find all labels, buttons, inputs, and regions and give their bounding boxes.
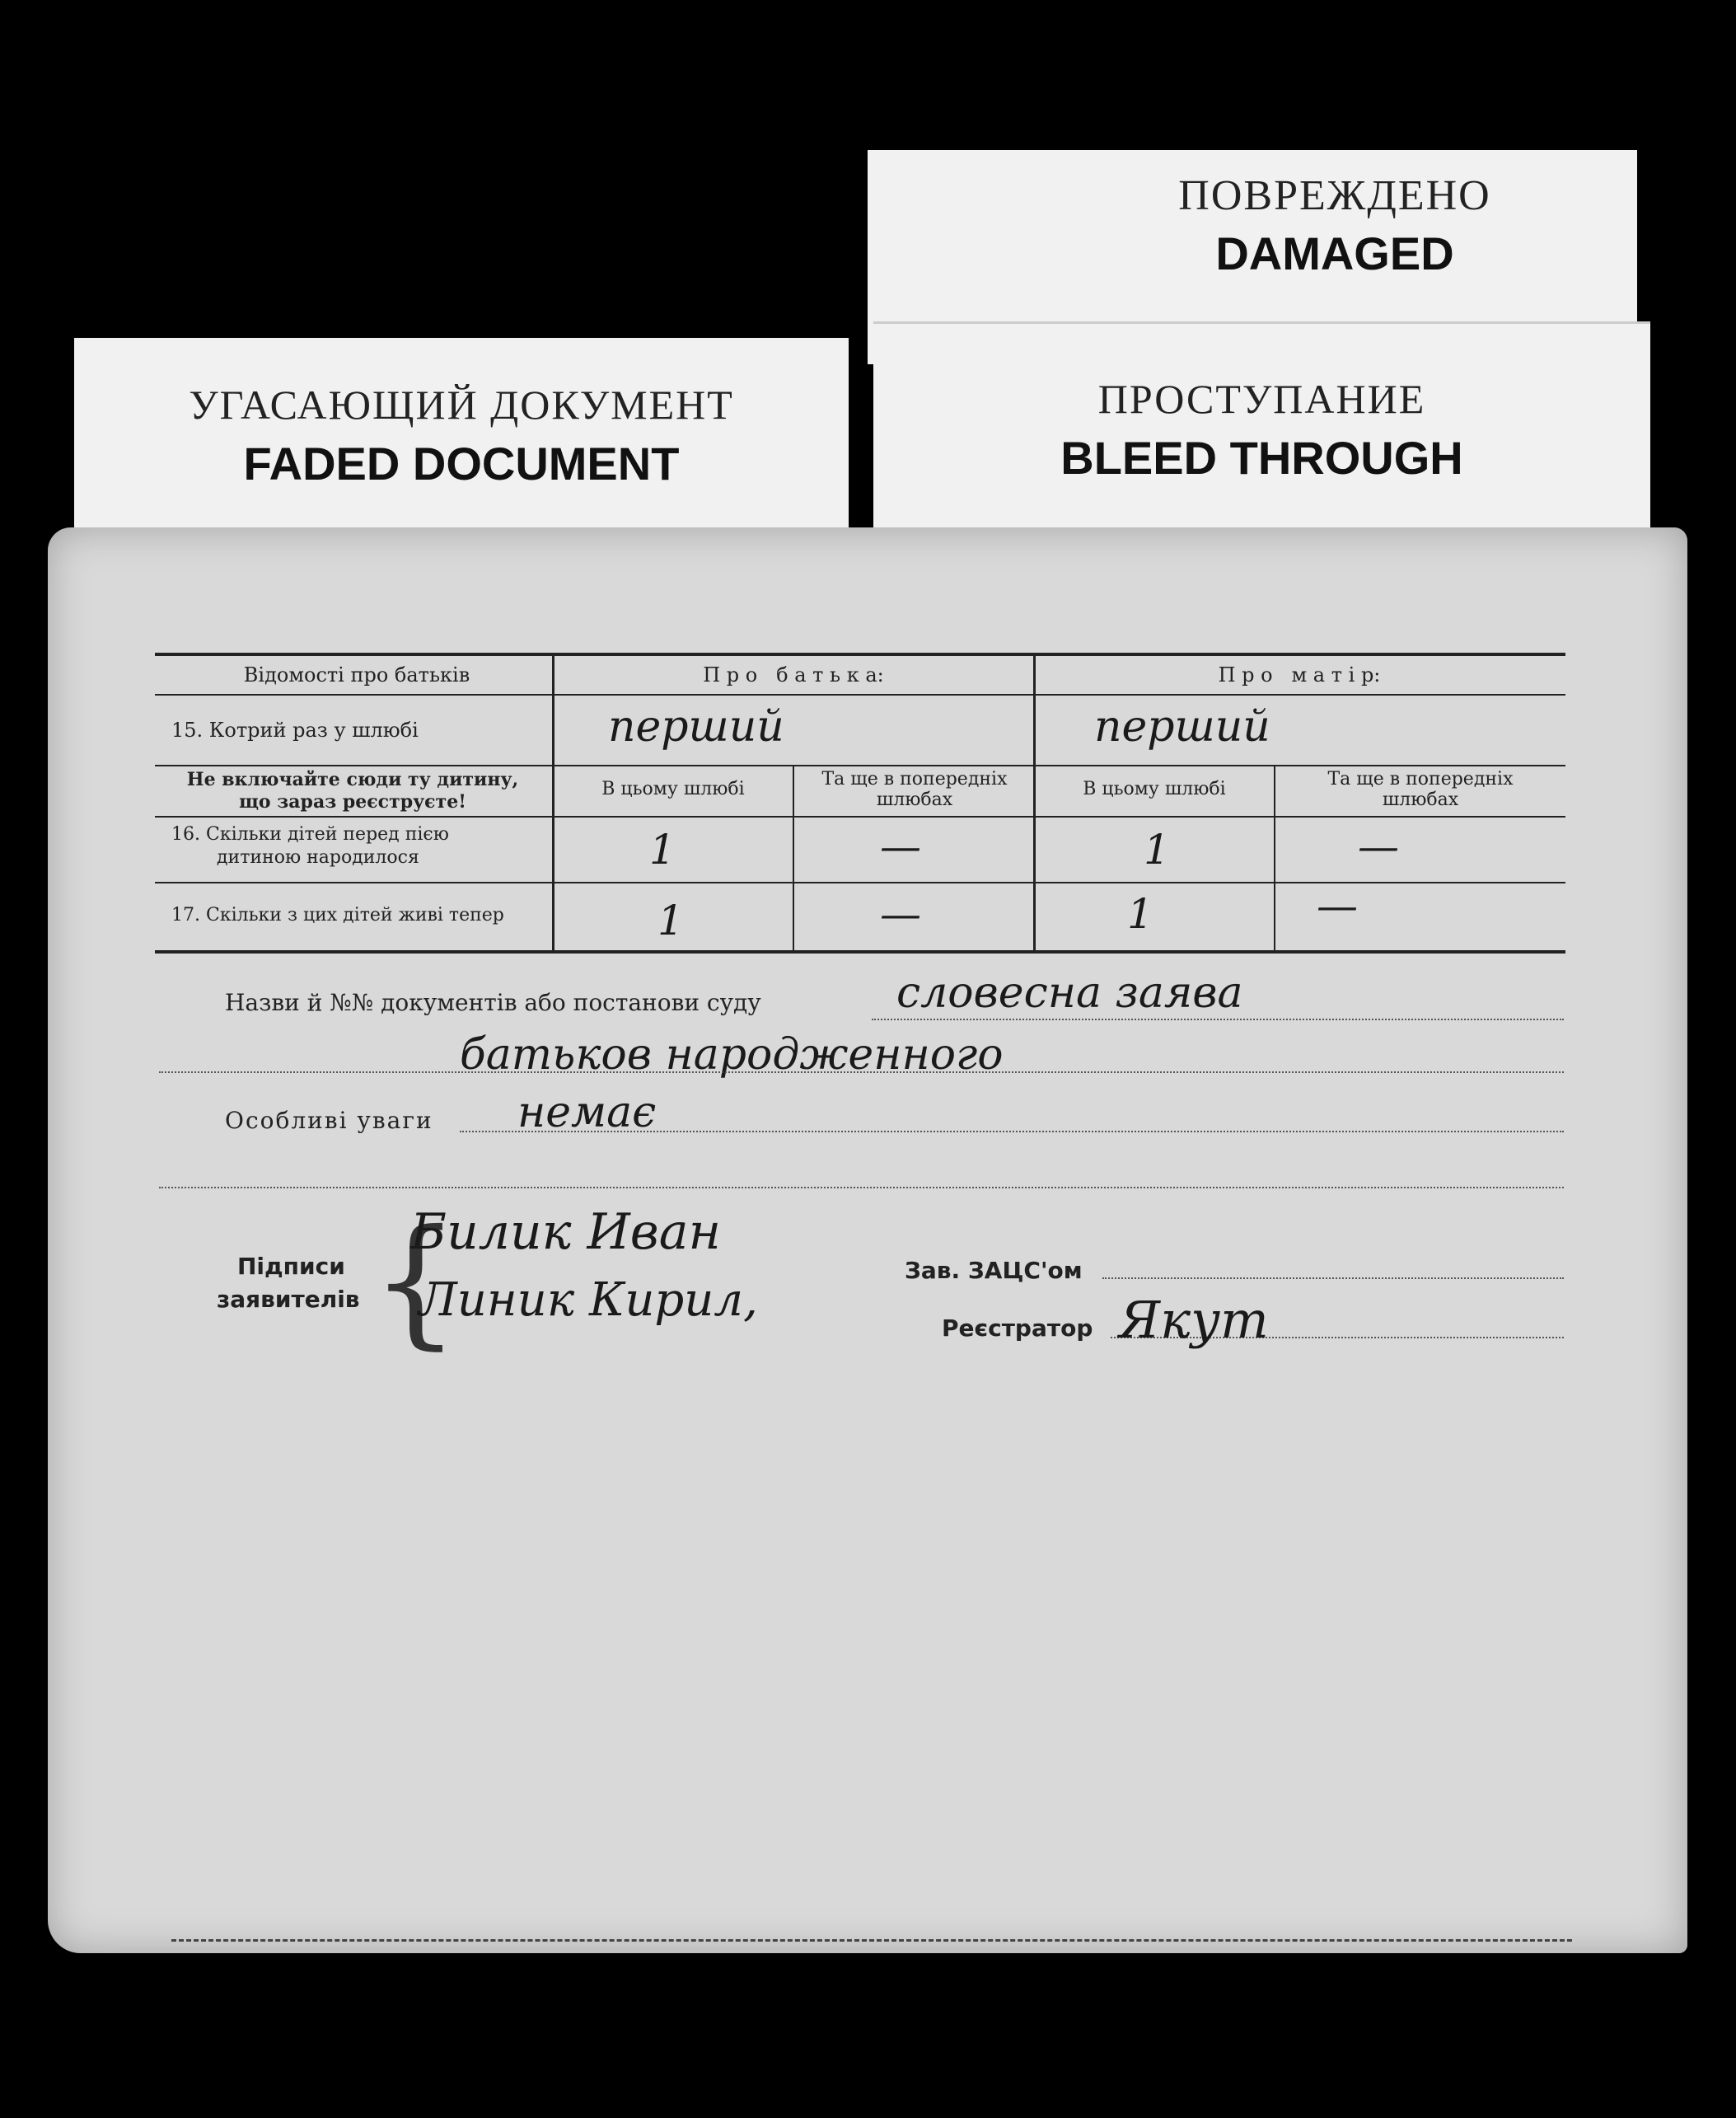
special-remarks-value: немає (517, 1088, 657, 1137)
table-divider-mother-sub (1274, 766, 1275, 950)
special-continuation-line (159, 1187, 1564, 1188)
signatures-label-line1: Підписи (237, 1253, 345, 1280)
faded-label-en: FADED DOCUMENT (243, 438, 680, 490)
row17-father-prev: — (880, 890, 921, 938)
registrar-label: Реєстратор (942, 1314, 1093, 1342)
bleed-label-ru: ПРОСТУПАНИЕ (1097, 376, 1426, 422)
row16-mother-prev: — (1358, 822, 1399, 870)
head-dotted-line (1102, 1277, 1564, 1279)
row16-father-this: 1 (649, 826, 676, 874)
documents-dotted-line (872, 1019, 1564, 1020)
row15-mother-value: перший (1094, 702, 1270, 752)
mother-previous-header-line2: шлюбах (1382, 790, 1459, 810)
father-previous-header-line2: шлюбах (876, 790, 953, 810)
row17-father-this: 1 (657, 897, 684, 944)
row15-label: 15. Котрий раз у шлюбі (171, 719, 419, 742)
row17-mother-prev: — (1317, 882, 1358, 930)
bleed-through-label-card (873, 321, 1650, 530)
documents-value-line1: словесна заява (896, 968, 1243, 1018)
damaged-label-en: DAMAGED (1215, 227, 1454, 279)
header-parents-info: Відомості про батьків (243, 663, 470, 686)
row16-father-prev: — (880, 822, 921, 870)
faded-document-label-card (74, 338, 849, 544)
table-bottom-rule (155, 950, 1565, 954)
exclude-note-line1: Не включайте сюди ту дитину, (186, 769, 519, 790)
table-divider-1 (552, 655, 554, 950)
faded-label-ru: УГАСАЮЩИЙ ДОКУМЕНТ (189, 382, 734, 428)
head-of-registry-label: Зав. ЗАЦС'ом (905, 1257, 1083, 1284)
row15-rule (155, 765, 1565, 766)
father-previous-header-line1: Та ще в попередніх (821, 769, 1008, 790)
applicant-signature-2: Линик Кирил, (419, 1273, 758, 1327)
header-about-mother: П р о м а т і р: (1218, 663, 1381, 686)
signatures-brace: { (371, 1200, 461, 1363)
bleed-label-en: BLEED THROUGH (1060, 432, 1463, 484)
special-remarks-label: Особливі уваги (225, 1107, 433, 1134)
documents-continuation-line (159, 1071, 1564, 1073)
header-about-father: П р о б а т ь к а: (703, 663, 884, 686)
subheader-rule (155, 816, 1565, 818)
table-top-rule (155, 653, 1565, 656)
row16-label-line1: 16. Скільки дітей перед пією (171, 824, 449, 845)
damaged-label-ru: ПОВРЕЖДЕНО (1178, 172, 1491, 219)
row15-father-value: перший (608, 702, 784, 752)
table-divider-father-sub (793, 766, 794, 950)
applicant-signature-1: Билик Иван (410, 1203, 722, 1261)
mother-previous-header-line1: Та ще в попередніх (1327, 769, 1514, 790)
documents-value-line2: батьков народженного (460, 1030, 1004, 1080)
mother-this-marriage-header: В цьому шлюбі (1083, 779, 1226, 799)
row17-label: 17. Скільки з цих дітей живі тепер (171, 905, 504, 925)
father-this-marriage-header: В цьому шлюбі (601, 779, 745, 799)
documents-label: Назви й №№ документів або постанови суду (225, 989, 761, 1016)
signatures-label-line2: заявителів (217, 1286, 360, 1313)
table-header-rule (155, 694, 1565, 696)
registrar-signature: Якут (1119, 1290, 1269, 1350)
row17-mother-this: 1 (1127, 890, 1153, 938)
bottom-dashed-rule (171, 1939, 1572, 1942)
exclude-note-line2: що зараз реєструєте! (239, 791, 466, 813)
row16-label-line2: дитиною народилося (217, 847, 419, 868)
row16-mother-this: 1 (1144, 826, 1170, 874)
document-sheet (48, 527, 1687, 1953)
